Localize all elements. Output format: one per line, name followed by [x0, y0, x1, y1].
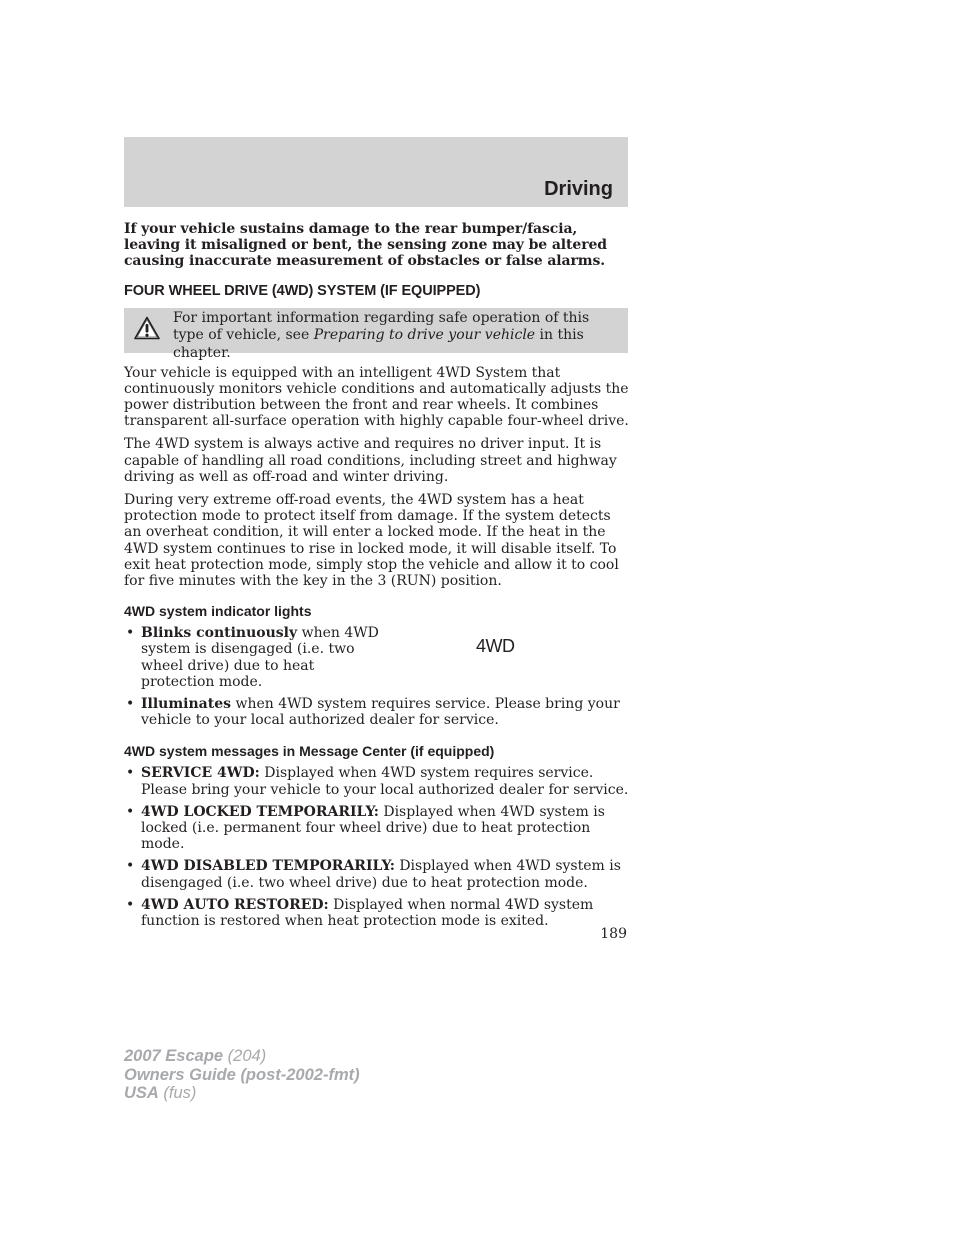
item-text: Displayed when normal 4WD system function is restored when heat protection mode is exited. [141, 896, 594, 930]
list-item [124, 696, 630, 728]
warning-text-part: For important information regarding safe operation of this type of vehicle, see [173, 309, 590, 344]
list-item [124, 804, 630, 853]
warning-text-part: in this chapter. [173, 327, 584, 361]
footer-market: USA [124, 1084, 159, 1102]
footer-model: 2007 Escape [124, 1047, 224, 1065]
list-item [124, 765, 630, 797]
warning-triangle-icon [134, 316, 160, 340]
document-footer [124, 1047, 360, 1103]
body-paragraph: The 4WD system is always active and requires no driver input. It is capable of handling all road conditions, including street and highway driving as well as off-road and winter driving. [124, 436, 617, 485]
page-number: 189 [600, 926, 627, 942]
indicator-lights-block [124, 625, 630, 690]
footer-code: (204) [223, 1047, 267, 1065]
indicator-lights-heading: 4WD system indicator lights [124, 603, 312, 620]
chapter-reference: Preparing to drive your vehicle [313, 327, 536, 344]
item-term: 4WD AUTO RESTORED: [141, 896, 329, 913]
message-center-list [124, 765, 630, 929]
footer-code: (fus) [158, 1084, 197, 1102]
safety-warning-box [124, 308, 628, 361]
list-item [124, 897, 630, 929]
item-term: Illuminates [141, 696, 232, 713]
item-text: when 4WD system is disengaged (i.e. two wheel drive) due to heat protection mode. [141, 625, 379, 690]
list-item [124, 625, 381, 690]
footer-line [124, 1084, 360, 1103]
item-term: 4WD DISABLED TEMPORARILY: [141, 858, 395, 875]
indicator-lights-list [124, 625, 630, 690]
item-term: SERVICE 4WD: [141, 765, 260, 782]
item-text: Displayed when 4WD system requires service. Please bring your vehicle to your local authorized dealer for service. [141, 765, 629, 798]
section-heading-4wd: FOUR WHEEL DRIVE (4WD) SYSTEM (IF EQUIPPED) [124, 282, 481, 299]
footer-line: Owners Guide (post-2002-fmt) [124, 1065, 360, 1084]
item-term: Blinks continuously [141, 625, 298, 642]
item-text: Displayed when 4WD system is disengaged (i.e. two wheel drive) due to heat protection mode. [141, 858, 621, 891]
section-header-band [124, 137, 628, 207]
item-text: Displayed when 4WD system is locked (i.e. permanent four wheel drive) due to heat protection mode. [141, 803, 605, 853]
4wd-indicator-icon: 4WD [476, 636, 515, 657]
message-center-heading: 4WD system messages in Message Center (if equipped) [124, 743, 495, 760]
footer-line [124, 1047, 360, 1066]
list-item [124, 858, 630, 890]
item-text: when 4WD system requires service. Please bring your vehicle to your local authorized dealer for service. [141, 696, 620, 729]
rear-bumper-warning: If your vehicle sustains damage to the rear bumper/fascia, leaving it misaligned or bent, the sensing zone may be altered causing inaccurate measurement of obstacles or false alarms. [124, 221, 607, 270]
body-paragraph: During very extreme off-road events, the 4WD system has a heat protection mode to protect itself from damage. If the system detects an overheat condition, it will enter a locked mode. If the heat in the 4WD system continues to rise in locked mode, it will disable itself. To exit heat protection mode, simply stop the vehicle and allow it to cool for five minutes with the key in the 3 (RUN) position. [124, 492, 619, 590]
page-content [124, 221, 630, 929]
indicator-lights-list [124, 696, 630, 728]
safety-warning-text [173, 310, 623, 363]
section-title: Driving [544, 178, 613, 200]
item-term: 4WD LOCKED TEMPORARILY: [141, 803, 379, 820]
body-paragraph: Your vehicle is equipped with an intelligent 4WD System that continuously monitors vehicle conditions and automatically adjusts the power distribution between the front and rear wheels. It combines transparent all-surface operation with highly capable four-wheel drive. [124, 364, 629, 430]
